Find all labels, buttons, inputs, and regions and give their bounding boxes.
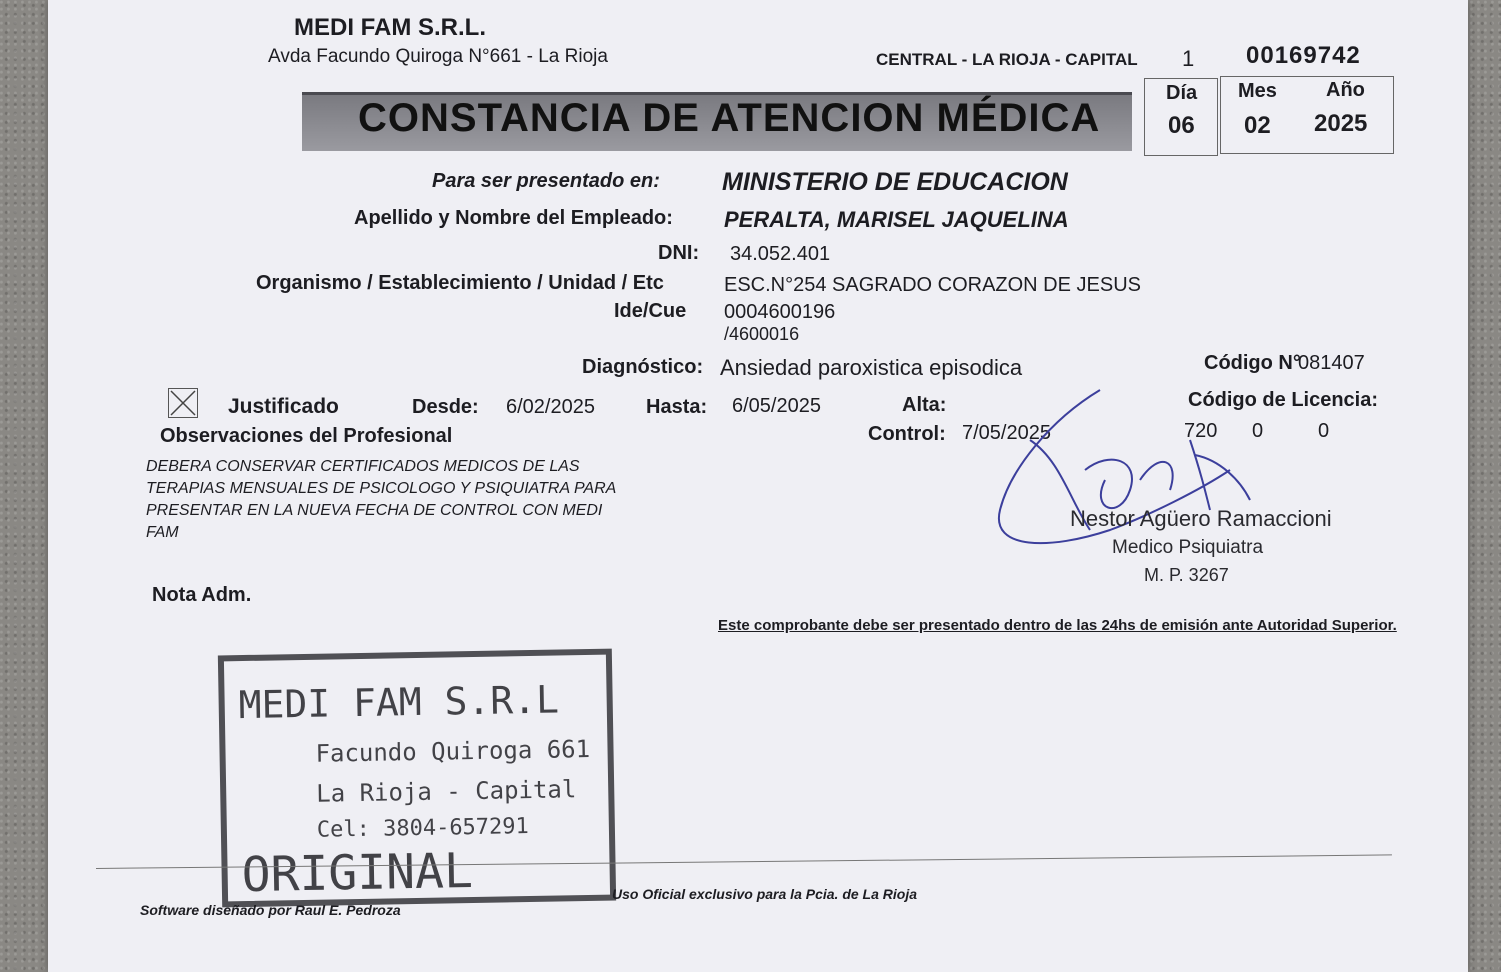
signature-scribble xyxy=(990,380,1290,560)
hasta-value: 6/05/2025 xyxy=(732,395,821,417)
company-name: MEDI FAM S.R.L. xyxy=(294,14,486,41)
code-value: 081407 xyxy=(1298,352,1365,374)
year-value: 2025 xyxy=(1314,110,1368,137)
doctor-mp: M. P. 3267 xyxy=(1144,565,1229,585)
nota-adm-label: Nota Adm. xyxy=(152,584,252,606)
idecue-value-2: /4600016 xyxy=(724,324,800,344)
day-label: Día xyxy=(1166,82,1198,104)
stamp-line-4: Cel: 3804-657291 xyxy=(316,814,530,843)
presentation-notice: Este comprobante debe ser presentado dentro de las 24hs de emisión ante Autoridad Superior. xyxy=(718,617,1397,634)
code-label: Código N° xyxy=(1204,352,1301,374)
company-stamp xyxy=(218,649,616,908)
idecue-label: Ide/Cue xyxy=(614,300,687,322)
doctor-role: Medico Psiquiatra xyxy=(1112,537,1264,558)
serie-number: 1 xyxy=(1182,46,1195,71)
document-number: 00169742 xyxy=(1246,42,1361,69)
licence-value-1: 720 xyxy=(1184,420,1218,442)
licence-value-2: 0 xyxy=(1252,420,1264,442)
observations-text: DEBERA CONSERVAR CERTIFICADOS MEDICOS DE LAS TERAPIAS MENSUALES DE PSICOLOGO Y PSIQUIATRA PARA PRESENTAR EN LA NUEVA FECHA DE CONTROL CON MEDI FAM xyxy=(146,458,616,541)
dni-value: 34.052.401 xyxy=(730,243,831,265)
employee-value: PERALTA, MARISEL JAQUELINA xyxy=(724,207,1069,232)
month-label: Mes xyxy=(1238,80,1277,102)
employee-label: Apellido y Nombre del Empleado: xyxy=(354,207,673,229)
organism-value: ESC.N°254 SAGRADO CORAZON DE JESUS xyxy=(724,274,1141,296)
doctor-name: Nestor Agüero Ramaccioni xyxy=(1070,506,1332,531)
observations-label: Observaciones del Profesional xyxy=(160,425,453,447)
control-label: Control: xyxy=(868,423,946,445)
justified-label: Justificado xyxy=(228,395,339,418)
month-value: 02 xyxy=(1244,112,1271,139)
branch-label: CENTRAL - LA RIOJA - CAPITAL xyxy=(876,50,1138,69)
alta-label: Alta: xyxy=(902,394,947,416)
control-value: 7/05/2025 xyxy=(962,422,1051,444)
stamp-line-3: La Rioja - Capital xyxy=(316,775,577,808)
diagnosis-label: Diagnóstico: xyxy=(582,356,704,378)
desde-label: Desde: xyxy=(412,396,479,418)
day-value: 06 xyxy=(1168,112,1195,139)
organism-label: Organismo / Establecimiento / Unidad / Etc xyxy=(256,272,664,294)
presented-label: Para ser presentado en: xyxy=(432,170,660,192)
licence-value-3: 0 xyxy=(1318,420,1330,442)
dni-label: DNI: xyxy=(658,242,700,264)
idecue-value: 0004600196 xyxy=(724,301,836,323)
company-address: Avda Facundo Quiroga N°661 - La Rioja xyxy=(268,46,608,67)
document-title: CONSTANCIA DE ATENCION MÉDICA xyxy=(358,96,1101,140)
footer-official-use: Uso Oficial exclusivo para la Pcia. de La Rioja xyxy=(612,886,918,902)
stamp-line-1: MEDI FAM S.R.L xyxy=(238,677,560,728)
presented-value: MINISTERIO DE EDUCACION xyxy=(722,168,1068,196)
hasta-label: Hasta: xyxy=(646,396,708,418)
stamp-line-2: Facundo Quiroga 661 xyxy=(315,734,591,768)
licence-label: Código de Licencia: xyxy=(1188,389,1379,411)
justified-checkbox[interactable] xyxy=(168,388,198,418)
year-label: Año xyxy=(1326,79,1365,101)
desde-value: 6/02/2025 xyxy=(506,396,595,418)
check-cross-icon xyxy=(169,389,197,417)
stamp-line-5: ORIGINAL xyxy=(241,843,474,904)
diagnosis-value: Ansiedad paroxistica episodica xyxy=(720,355,1023,380)
footer-software: Software diseñado por Raul E. Pedroza xyxy=(140,902,401,918)
